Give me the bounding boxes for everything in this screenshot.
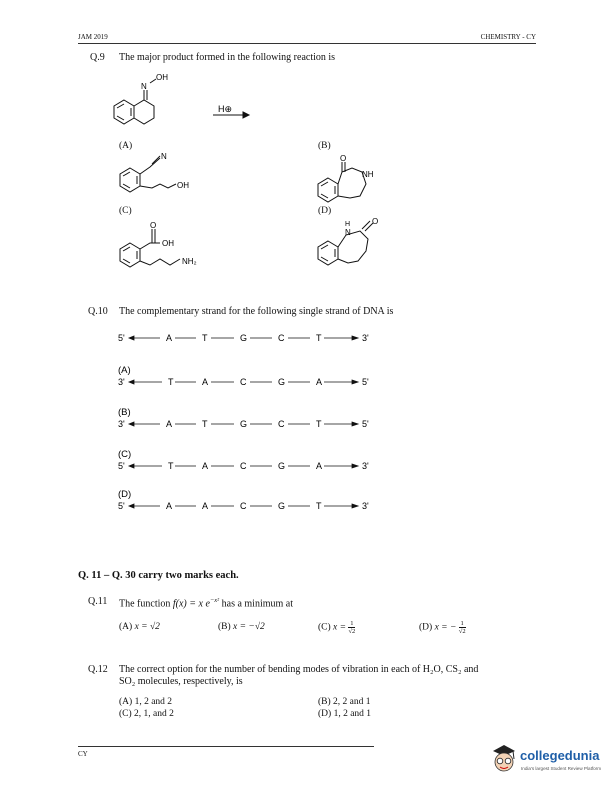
q12-option-c	[119, 709, 174, 719]
given-start: 5'	[118, 333, 125, 343]
opt-b-end: 5'	[362, 419, 369, 429]
option-b-nh: NH	[362, 170, 374, 179]
opt-d-base-5: T	[316, 501, 322, 511]
opt-a-base-1: T	[168, 377, 174, 387]
opt-d-base-1: A	[166, 501, 173, 511]
option-b-o: O	[340, 154, 347, 163]
q10-option-c-label: (C)	[118, 449, 132, 460]
q9-reaction-scheme	[100, 70, 260, 140]
opt-d-base-3: C	[240, 501, 247, 511]
opt-b-base-3: G	[240, 419, 248, 429]
q12-number: Q.12	[88, 664, 108, 675]
q9-option-d-label: (D)	[318, 206, 332, 216]
q11-option-b-expr: x = −√2	[233, 622, 265, 632]
given-base-4: C	[278, 333, 285, 343]
q12-option-a	[119, 697, 172, 707]
opt-b-base-1: A	[166, 419, 173, 429]
q10-number: Q.10	[88, 306, 108, 317]
opt-a-base-5: A	[316, 377, 323, 387]
q10-dna-strands	[112, 328, 392, 528]
q9-text: The major product formed in the following reaction is	[119, 52, 336, 63]
q9-option-a-label: (A)	[119, 141, 133, 151]
opt-c-base-4: G	[278, 461, 286, 471]
opt-c-end: 3'	[362, 461, 369, 471]
q11-option-c-expr: x =	[333, 622, 347, 633]
q10-text: The complementary strand for the following single strand of DNA is	[119, 306, 394, 317]
q12-option-d-label: (D)	[318, 709, 332, 719]
frac-den: √2	[458, 628, 466, 635]
q11-option-d-expr: x = −	[434, 622, 457, 633]
q11-option-c-label: (C)	[318, 622, 331, 633]
opt-d-start: 5'	[118, 501, 125, 511]
oxime-n-label: N	[141, 82, 147, 91]
q12-option-b-text: 2, 2 and 1	[333, 697, 371, 707]
q11-text-post: has a minimum at	[221, 598, 294, 610]
given-base-3: G	[240, 333, 248, 343]
q12-option-b	[318, 697, 371, 707]
q11-option-d-label: (D)	[419, 622, 433, 633]
header-right: CHEMISTRY - CY	[480, 33, 536, 41]
q11-option-a-label: (A)	[119, 622, 133, 632]
q11-text-pre: The function	[119, 598, 171, 610]
q11-option-a	[119, 622, 160, 632]
q9-option-d-structure	[310, 215, 400, 270]
q11-function: f(x) = x e	[172, 598, 210, 610]
footer-rule	[78, 746, 374, 747]
option-c-o: O	[150, 221, 157, 230]
q11-option-a-expr: x = √2	[134, 622, 160, 632]
opt-a-start: 3'	[118, 377, 125, 387]
q12-option-c-label: (C)	[119, 709, 132, 719]
q12-option-d	[318, 709, 371, 719]
opt-b-base-5: T	[316, 419, 322, 429]
q11-option-b	[218, 622, 265, 632]
q9-number: Q.9	[90, 52, 105, 63]
given-base-2: T	[202, 333, 208, 343]
option-a-n: N	[161, 152, 167, 161]
opt-a-base-4: G	[278, 377, 286, 387]
brand-name: collegedunia	[520, 748, 600, 763]
collegedunia-logo	[490, 742, 602, 778]
q9-option-c-label: (C)	[119, 206, 132, 216]
option-d-n: N	[345, 228, 351, 237]
section-heading: Q. 11 – Q. 30 carry two marks each.	[78, 570, 239, 581]
q12-option-d-text: 1, 2 and 1	[333, 709, 372, 719]
opt-c-base-2: A	[202, 461, 209, 471]
oxime-oh-label: OH	[156, 73, 168, 82]
option-d-o: O	[372, 217, 379, 226]
q11-option-b-label: (B)	[218, 622, 231, 632]
q12-option-a-label: (A)	[119, 697, 133, 707]
q9-option-b-label: (B)	[318, 141, 331, 151]
given-base-1: A	[166, 333, 173, 343]
q12-option-c-text: 2, 1, and 2	[134, 709, 174, 719]
mascot-icon	[490, 742, 518, 776]
opt-c-base-3: C	[240, 461, 247, 471]
opt-a-base-2: A	[202, 377, 209, 387]
footer-code: CY	[78, 750, 88, 758]
brand-tagline: India's largest Student Review Platform	[521, 766, 602, 771]
q12-line-2: SO₂ molecules, respectively, is	[119, 676, 243, 687]
q11-number: Q.11	[88, 596, 108, 607]
q11-option-c	[318, 620, 355, 635]
acid-reagent: H⊕	[218, 104, 233, 114]
q10-option-a-label: (A)	[118, 365, 131, 376]
q12-option-b-label: (B)	[318, 697, 331, 707]
option-a-oh: OH	[177, 181, 189, 190]
header-rule	[78, 43, 536, 44]
opt-c-base-5: A	[316, 461, 323, 471]
option-c-oh: OH	[162, 239, 174, 248]
q11-option-c-fraction	[348, 620, 355, 635]
q12-option-a-text: 1, 2 and 2	[134, 697, 173, 707]
q9-option-c-structure	[112, 215, 222, 270]
opt-b-base-2: T	[202, 419, 208, 429]
opt-a-end: 5'	[362, 377, 369, 387]
opt-d-base-4: G	[278, 501, 286, 511]
q10-option-d-label: (D)	[118, 489, 132, 500]
option-d-h: H	[345, 221, 351, 228]
opt-c-start: 5'	[118, 461, 125, 471]
q11-option-d-fraction	[459, 620, 466, 635]
q11-exponent: −x²	[209, 597, 220, 604]
q9-option-b-structure	[310, 150, 400, 205]
given-end: 3'	[362, 333, 369, 343]
option-c-nh2: NH₂	[182, 257, 197, 266]
q11-text	[119, 597, 293, 609]
q9-option-a-structure	[112, 150, 222, 198]
opt-c-base-1: T	[168, 461, 174, 471]
frac-num: 1	[350, 620, 354, 627]
q12-line-1: The correct option for the number of bending modes of vibration in each of H₂O, CS₂ and	[119, 664, 479, 675]
opt-d-end: 3'	[362, 501, 369, 511]
frac-num: 1	[460, 620, 464, 627]
header-left: JAM 2019	[78, 33, 108, 41]
opt-b-base-4: C	[278, 419, 285, 429]
opt-b-start: 3'	[118, 419, 125, 429]
q11-option-d	[419, 620, 466, 635]
opt-d-base-2: A	[202, 501, 209, 511]
opt-a-base-3: C	[240, 377, 247, 387]
q10-option-b-label: (B)	[118, 407, 131, 418]
frac-den: √2	[348, 628, 356, 635]
given-base-5: T	[316, 333, 322, 343]
